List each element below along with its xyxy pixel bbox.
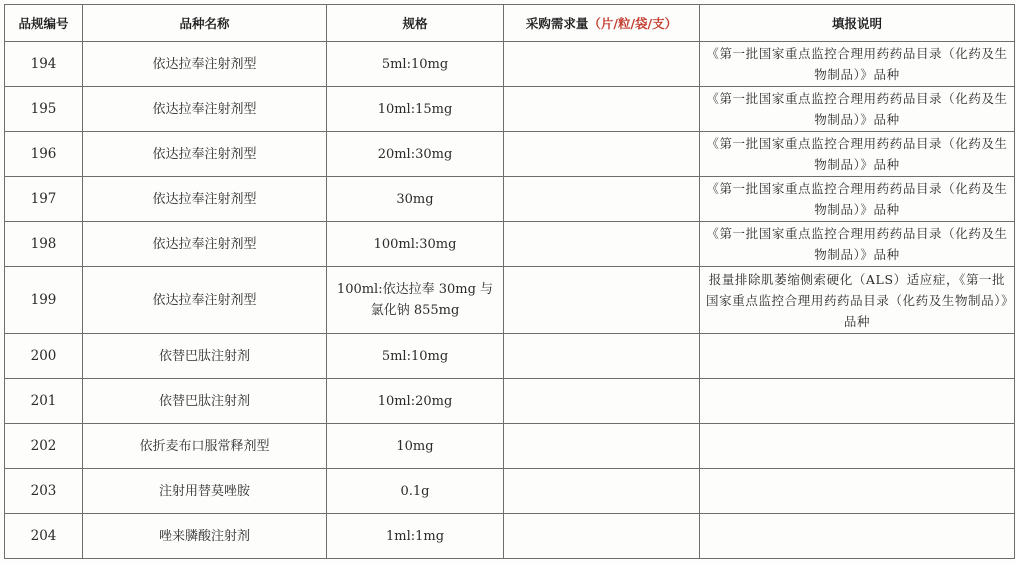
header-name: 品种名称 xyxy=(83,5,327,42)
cell-note xyxy=(700,424,1015,469)
table-row xyxy=(5,267,1015,334)
cell-code: 194 xyxy=(5,42,83,87)
cell-code: 201 xyxy=(5,379,83,424)
cell-note: 《第一批国家重点监控合理用药药品目录（化药及生物制品）》品种 xyxy=(700,132,1015,177)
cell-code: 198 xyxy=(5,222,83,267)
header-spec: 规格 xyxy=(327,5,504,42)
header-qty-label: 采购需求量 xyxy=(525,16,589,31)
cell-spec: 1ml:1mg xyxy=(327,514,504,559)
cell-spec: 0.1g xyxy=(327,469,504,514)
header-qty xyxy=(504,5,700,42)
cell-name: 依替巴肽注射剂 xyxy=(83,379,327,424)
cell-note: 《第一批国家重点监控合理用药药品目录（化药及生物制品）》品种 xyxy=(700,42,1015,87)
table-row xyxy=(5,469,1015,514)
cell-spec: 10mg xyxy=(327,424,504,469)
cell-note xyxy=(700,514,1015,559)
cell-spec: 30mg xyxy=(327,177,504,222)
cell-code: 196 xyxy=(5,132,83,177)
cell-spec: 10ml:15mg xyxy=(327,87,504,132)
cell-name: 依达拉奉注射剂型 xyxy=(83,177,327,222)
cell-spec: 100ml:30mg xyxy=(327,222,504,267)
cell-code: 199 xyxy=(5,267,83,334)
cell-qty[interactable] xyxy=(504,469,700,514)
cell-code: 200 xyxy=(5,334,83,379)
cell-name: 依达拉奉注射剂型 xyxy=(83,132,327,177)
cell-spec: 100ml:依达拉奉 30mg 与氯化钠 855mg xyxy=(327,267,504,334)
cell-name: 唑来膦酸注射剂 xyxy=(83,514,327,559)
cell-note: 《第一批国家重点监控合理用药药品目录（化药及生物制品）》品种 xyxy=(700,177,1015,222)
table-header xyxy=(5,5,1015,42)
cell-qty[interactable] xyxy=(504,132,700,177)
cell-code: 204 xyxy=(5,514,83,559)
table-row xyxy=(5,87,1015,132)
table-body xyxy=(5,42,1015,559)
table-row xyxy=(5,222,1015,267)
table-row xyxy=(5,379,1015,424)
cell-name: 依达拉奉注射剂型 xyxy=(83,42,327,87)
cell-qty[interactable] xyxy=(504,222,700,267)
cell-code: 202 xyxy=(5,424,83,469)
cell-code: 197 xyxy=(5,177,83,222)
table-row xyxy=(5,514,1015,559)
cell-qty[interactable] xyxy=(504,87,700,132)
cell-name: 依达拉奉注射剂型 xyxy=(83,222,327,267)
header-qty-unit: （片/粒/袋/支） xyxy=(588,16,678,31)
table-row xyxy=(5,424,1015,469)
cell-qty[interactable] xyxy=(504,267,700,334)
cell-note: 报量排除肌萎缩侧索硬化（ALS）适应症，《第一批国家重点监控合理用药药品目录（化药及生物制品）》品种 xyxy=(700,267,1015,334)
cell-name: 依折麦布口服常释剂型 xyxy=(83,424,327,469)
table-row xyxy=(5,177,1015,222)
cell-spec: 5ml:10mg xyxy=(327,42,504,87)
cell-spec: 5ml:10mg xyxy=(327,334,504,379)
cell-qty[interactable] xyxy=(504,379,700,424)
cell-note: 《第一批国家重点监控合理用药药品目录（化药及生物制品）》品种 xyxy=(700,222,1015,267)
cell-note xyxy=(700,334,1015,379)
table-row xyxy=(5,132,1015,177)
drug-table xyxy=(4,4,1015,559)
header-row xyxy=(5,5,1015,42)
cell-code: 195 xyxy=(5,87,83,132)
cell-qty[interactable] xyxy=(504,42,700,87)
cell-name: 注射用替莫唑胺 xyxy=(83,469,327,514)
table-row xyxy=(5,334,1015,379)
cell-qty[interactable] xyxy=(504,177,700,222)
cell-qty[interactable] xyxy=(504,514,700,559)
cell-spec: 20ml:30mg xyxy=(327,132,504,177)
cell-spec: 10ml:20mg xyxy=(327,379,504,424)
cell-name: 依达拉奉注射剂型 xyxy=(83,87,327,132)
cell-note xyxy=(700,469,1015,514)
header-note: 填报说明 xyxy=(700,5,1015,42)
cell-code: 203 xyxy=(5,469,83,514)
cell-qty[interactable] xyxy=(504,424,700,469)
cell-note: 《第一批国家重点监控合理用药药品目录（化药及生物制品）》品种 xyxy=(700,87,1015,132)
cell-note xyxy=(700,379,1015,424)
cell-qty[interactable] xyxy=(504,334,700,379)
cell-name: 依达拉奉注射剂型 xyxy=(83,267,327,334)
table-row xyxy=(5,42,1015,87)
header-code: 品规编号 xyxy=(5,5,83,42)
cell-name: 依替巴肽注射剂 xyxy=(83,334,327,379)
